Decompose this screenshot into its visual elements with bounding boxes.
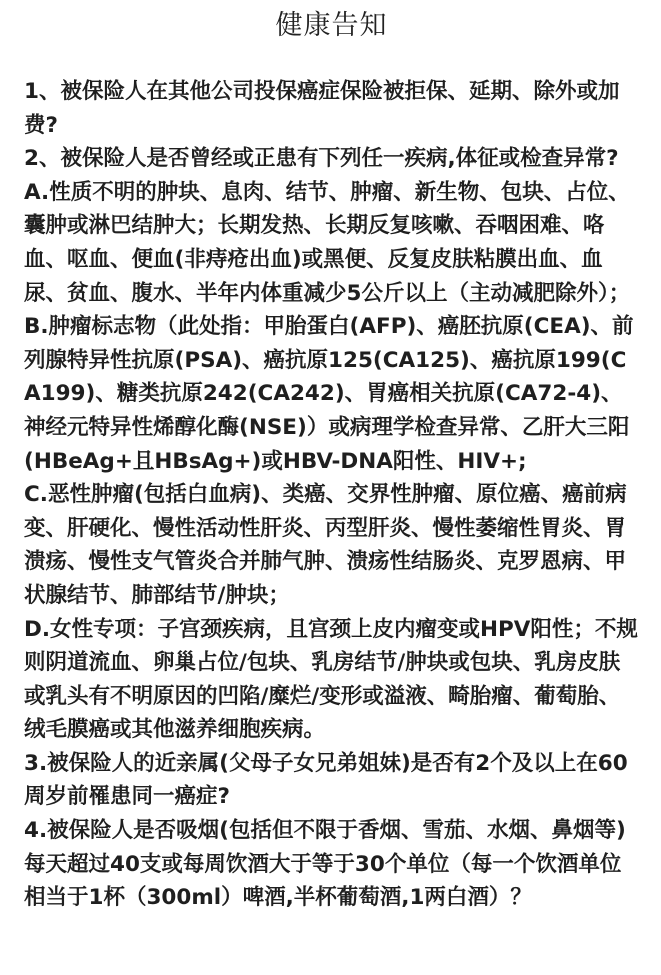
question-2-item-b: B.肿瘤标志物（此处指：甲胎蛋白(AFP)、癌胚抗原(CEA)、前列腺特异性抗原(PSA)、癌抗原125(CA125)、癌抗原199(CA199)、糖类抗原242(CA242)、胃癌相关抗原(CA72-4)、神经元特异性烯醇化酶(NSE)）或病理学检查异常、乙肝大三阳(HBeAg+且HBsAg+)或HBV-DNA阳性、HIV+;	[24, 314, 634, 474]
question-3: 3.被保险人的近亲属(父母子女兄弟姐妹)是否有2个及以上在60周岁前罹患同一癌症?	[24, 750, 628, 810]
question-2: 2、被保险人是否曾经或正患有下列任一疾病,体征或检查异常?	[24, 146, 619, 172]
question-1: 1、被保险人在其他公司投保癌症保险被拒保、延期、除外或加费?	[24, 79, 620, 138]
notice-content	[24, 75, 639, 915]
question-2-item-a: A.性质不明的肿块、息肉、结节、肿瘤、新生物、包块、占位、囊肿或淋巴结肿大；长期发热、长期反复咳嗽、吞咽困难、咯血、呕血、便血(非痔疮出血)或黑便、反复皮肤粘膜出血、血尿、贫血、腹水、半年内体重减少5公斤以上（主动减肥除外）；	[24, 179, 631, 306]
question-2-item-c: C.恶性肿瘤(包括白血病)、类癌、交界性肿瘤、原位癌、癌前病变、肝硬化、慢性活动性肝炎、丙型肝炎、慢性萎缩性胃炎、胃溃疡、慢性支气管炎合并肺气肿、溃疡性结肠炎、克罗恩病、甲状腺结节、肺部结节/肿块；	[24, 482, 627, 608]
question-4: 4.被保险人是否吸烟(包括但不限于香烟、雪茄、水烟、鼻烟等)每天超过40支或每周饮酒大于等于30个单位（每一个饮酒单位相当于1杯（300ml）啤酒,半杯葡萄酒,1两白酒）？	[24, 818, 626, 911]
page-title: 健康告知	[275, 10, 388, 41]
question-2-item-d: D.女性专项：子宫颈疾病，且宫颈上皮内瘤变或HPV阳性；不规则阴道流血、卵巢占位/包块、乳房结节/肿块或包块、乳房皮肤或乳头有不明原因的凹陷/糜烂/变形或溢液、畸胎瘤、葡萄胎、绒毛膜癌或其他滋养细胞疾病。	[24, 616, 638, 743]
